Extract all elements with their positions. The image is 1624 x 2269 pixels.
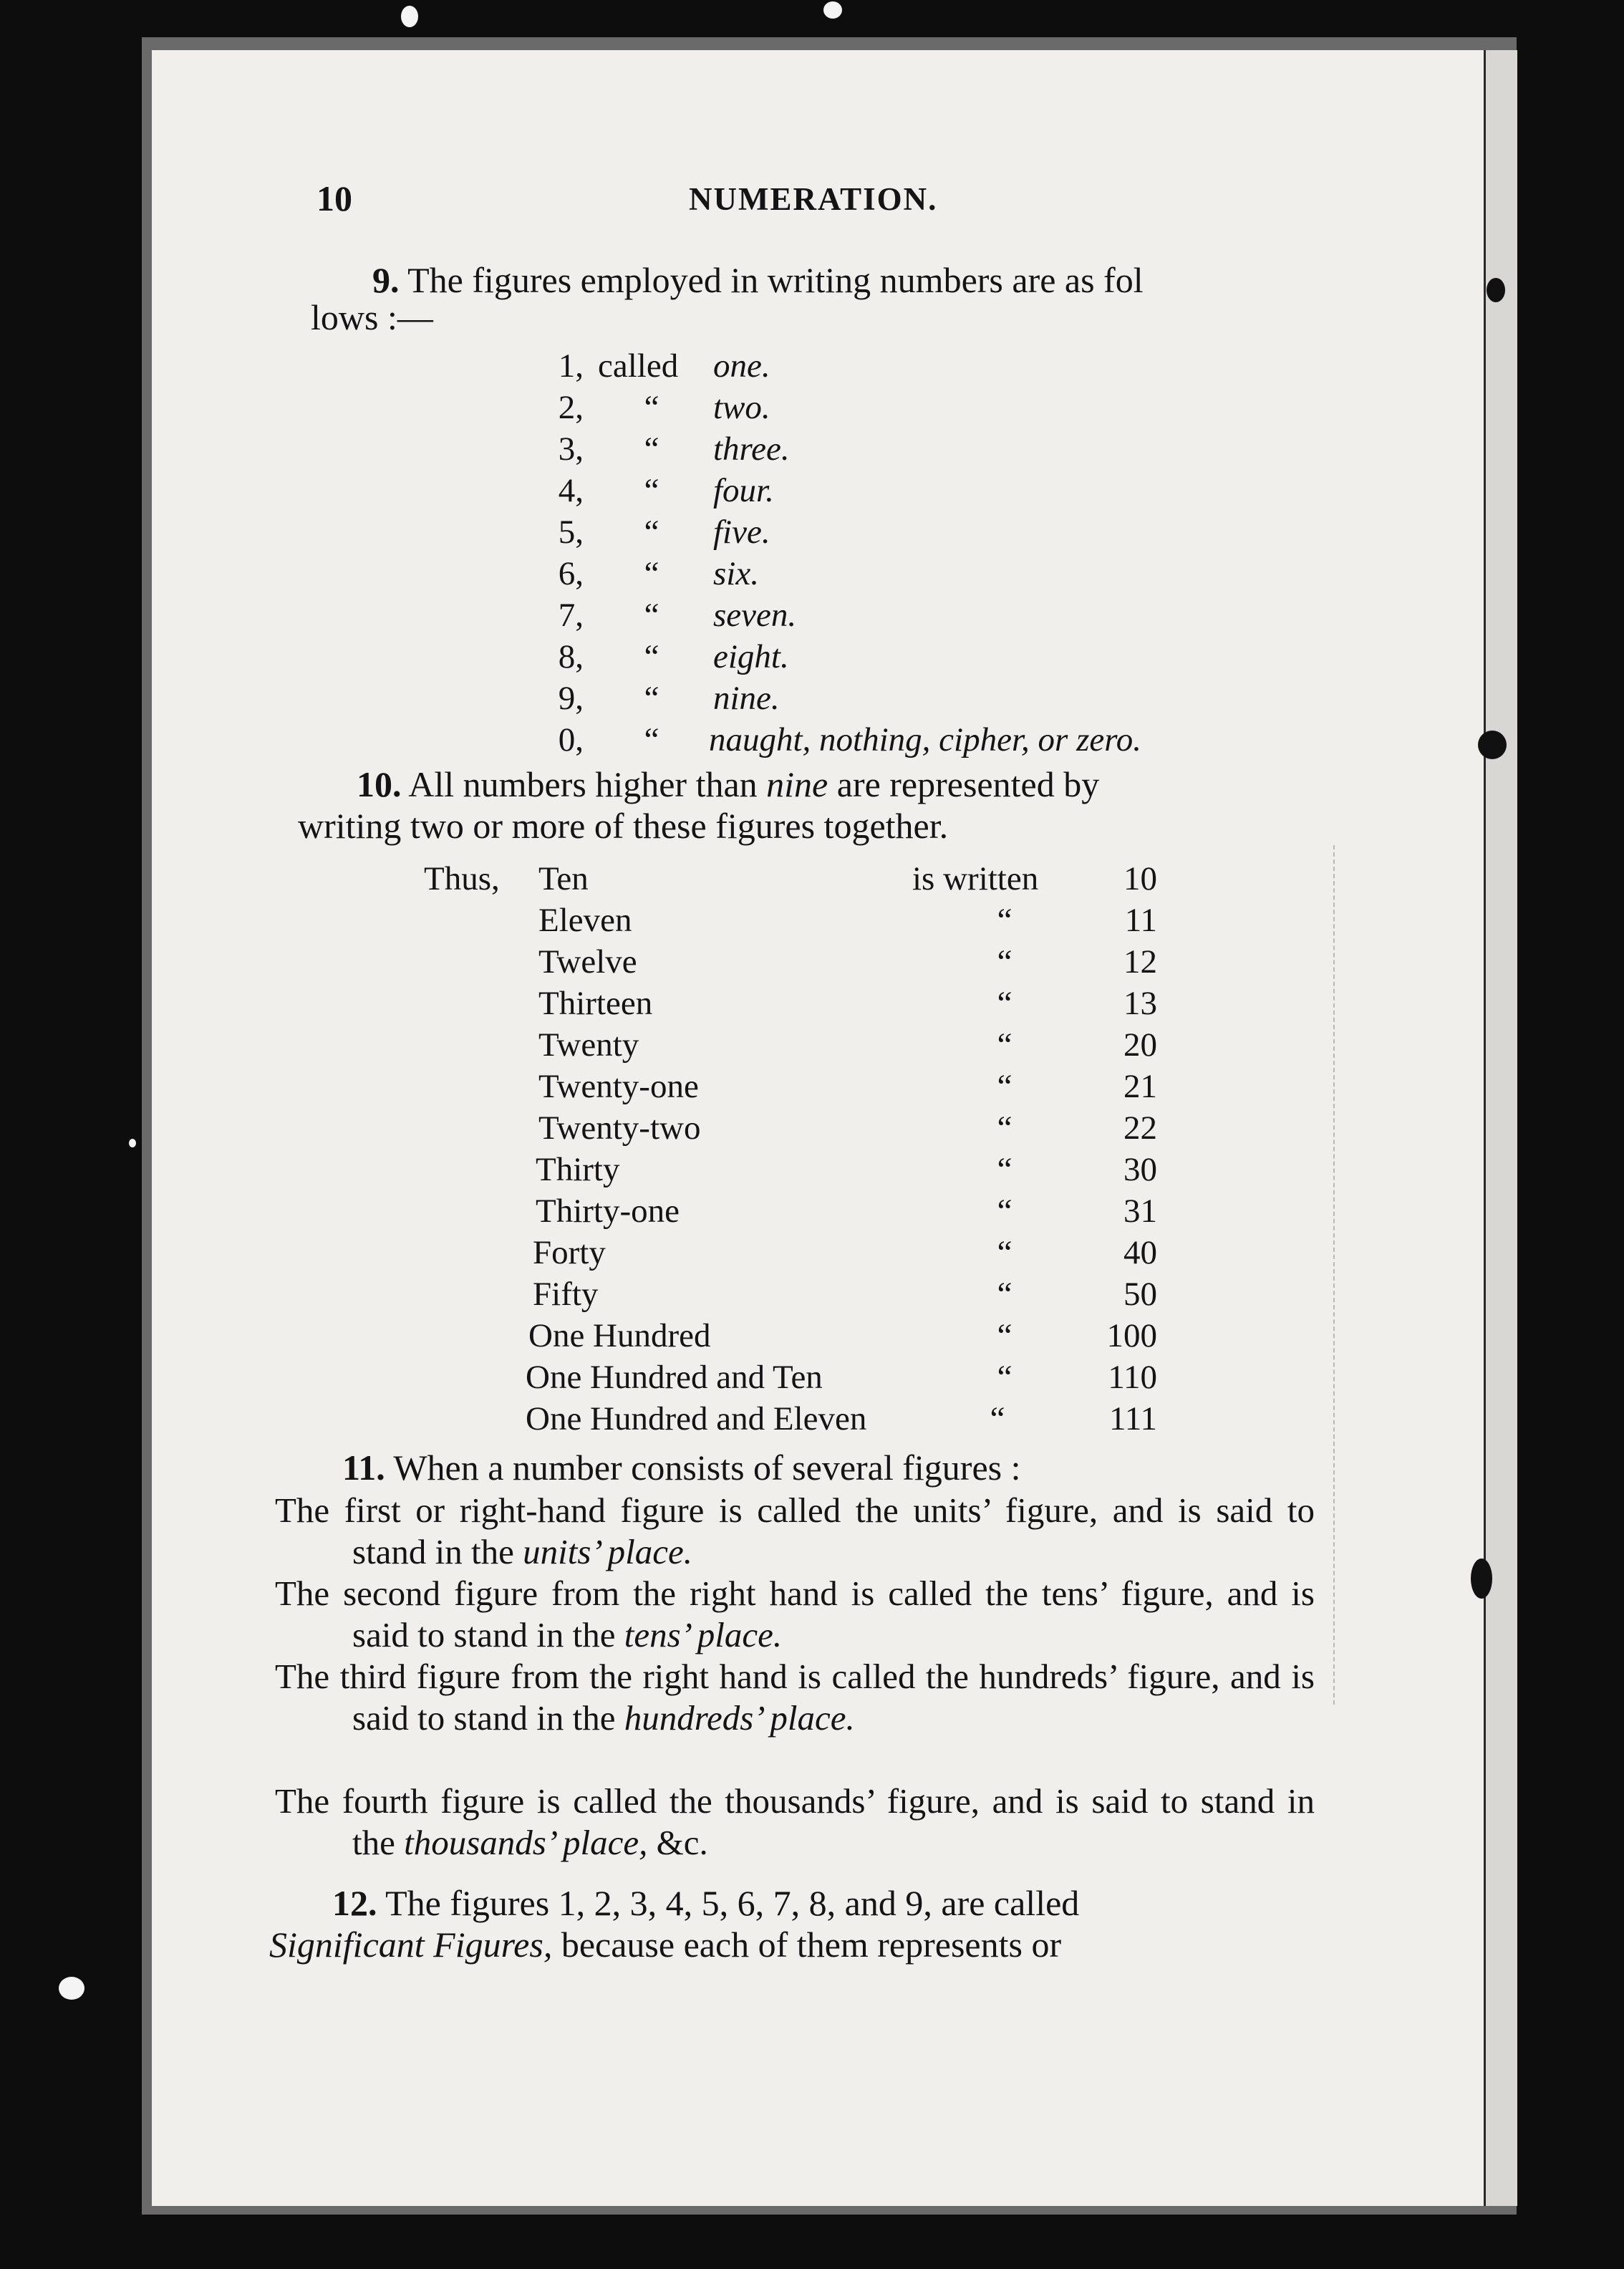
number-value: 21 — [1123, 1068, 1157, 1105]
thus-label: Thus, — [424, 860, 500, 897]
binding-mark — [1471, 1559, 1492, 1599]
section-12-number: 12. — [332, 1883, 377, 1923]
ditto-mark: “ — [997, 1109, 1012, 1147]
section-11-number: 11. — [342, 1447, 385, 1488]
etc-abbrev: &c. — [656, 1823, 708, 1862]
ditto-mark: “ — [997, 1359, 1012, 1396]
ditto-mark: “ — [997, 1068, 1012, 1105]
ditto-mark: “ — [644, 721, 659, 758]
ditto-mark: “ — [997, 1151, 1012, 1188]
ditto-mark: “ — [644, 389, 659, 426]
number-value: 12 — [1123, 943, 1157, 981]
section-9-line-1 — [372, 259, 1144, 301]
ditto-mark: “ — [997, 1234, 1012, 1271]
units-paragraph-text: The first or right-hand figure is called the units’ figure, and is said to stand in the — [275, 1490, 1315, 1571]
ditto-mark: “ — [644, 597, 659, 634]
number-name: Fifty — [533, 1276, 599, 1313]
section-10-line-1 — [357, 763, 1099, 805]
number-value: 111 — [1108, 1400, 1157, 1437]
number-name: Thirteen — [538, 985, 653, 1022]
figure-word: five. — [713, 514, 770, 551]
number-value: 30 — [1123, 1151, 1157, 1188]
section-10-line-2: writing two or more of these figures together. — [298, 806, 949, 846]
hundreds-paragraph-text: The third figure from the right hand is called the hundreds’ figure, and is said to stand in the — [275, 1657, 1315, 1738]
book-spine — [1484, 50, 1517, 2206]
ditto-mark: “ — [997, 1026, 1012, 1064]
figure-digit: 3, — [558, 430, 584, 468]
number-name: Twelve — [538, 943, 637, 981]
thousands-paragraph-text: The fourth figure is called the thousands’ figure, and is said to stand in the — [275, 1781, 1315, 1862]
significant-figures-term: Significant Figures, — [269, 1924, 553, 1965]
thousands-paragraph — [275, 1781, 1315, 1864]
ditto-mark: “ — [997, 943, 1012, 981]
hundreds-paragraph — [275, 1656, 1315, 1739]
number-value: 13 — [1123, 985, 1157, 1022]
dust-speck — [59, 1977, 84, 2000]
ditto-mark: “ — [997, 902, 1012, 939]
number-name: Twenty — [538, 1026, 639, 1064]
number-value: 20 — [1123, 1026, 1157, 1064]
figure-digit: 6, — [558, 555, 584, 592]
tens-place-term: tens’ place. — [624, 1615, 783, 1654]
section-10-text-b: nine — [766, 764, 828, 804]
ditto-mark: “ — [644, 680, 659, 717]
number-value: 40 — [1123, 1234, 1157, 1271]
figure-word: one. — [713, 347, 770, 385]
called-label: called — [598, 347, 679, 385]
figure-word: four. — [713, 472, 774, 509]
number-value: 11 — [1124, 902, 1157, 939]
ditto-mark: “ — [997, 985, 1012, 1022]
tens-paragraph — [275, 1573, 1315, 1656]
figure-word: naught, nothing, cipher, or zero. — [709, 721, 1142, 758]
section-9-number: 9. — [372, 260, 400, 300]
is-written-label: is written — [912, 860, 1039, 897]
number-name: Eleven — [538, 902, 632, 939]
figure-word: nine. — [713, 680, 780, 717]
number-name: Thirty — [536, 1151, 620, 1188]
number-name: Forty — [533, 1234, 606, 1271]
number-name: Thirty-one — [536, 1193, 680, 1230]
binding-mark — [1487, 278, 1505, 302]
number-value: 31 — [1123, 1193, 1157, 1230]
figure-word: three. — [713, 430, 790, 468]
number-name: Twenty-two — [538, 1109, 701, 1147]
section-10-text-a: All numbers higher than — [408, 764, 758, 804]
dust-speck — [129, 1139, 136, 1147]
figure-digit: 1, — [558, 347, 584, 385]
number-value: 110 — [1108, 1359, 1157, 1396]
number-name: Twenty-one — [538, 1068, 699, 1105]
units-place-term: units’ place. — [523, 1532, 692, 1571]
ditto-mark: “ — [644, 555, 659, 592]
ditto-mark: “ — [997, 1193, 1012, 1230]
section-9-line-2: lows :— — [311, 297, 433, 337]
units-paragraph — [275, 1490, 1315, 1573]
number-name: One Hundred and Eleven — [526, 1400, 867, 1437]
page-number: 10 — [316, 178, 352, 218]
ditto-mark: “ — [990, 1400, 1005, 1437]
ditto-mark: “ — [997, 1317, 1012, 1354]
number-name: One Hundred and Ten — [526, 1359, 823, 1396]
section-12-line-2 — [269, 1924, 1061, 1965]
figure-digit: 5, — [558, 514, 584, 551]
ditto-mark: “ — [644, 514, 659, 551]
tens-paragraph-text: The second figure from the right hand is called the tens’ figure, and is said to stand in the — [275, 1574, 1315, 1654]
hundreds-place-term: hundreds’ place. — [624, 1698, 855, 1738]
section-9-text: The figures employed in writing numbers are as fol — [407, 260, 1144, 300]
figure-digit: 4, — [558, 472, 584, 509]
binding-mark — [1478, 731, 1507, 759]
number-name: One Hundred — [528, 1317, 711, 1354]
dust-speck — [823, 1, 842, 19]
section-12-text-a: The figures 1, 2, 3, 4, 5, 6, 7, 8, and 9, are called — [385, 1883, 1080, 1923]
section-11-intro — [342, 1447, 1020, 1488]
figure-digit: 8, — [558, 638, 584, 675]
section-11-intro-text: When a number consists of several figures : — [393, 1447, 1021, 1488]
dust-speck — [401, 6, 418, 27]
running-title: NUMERATION. — [689, 181, 938, 217]
thousands-place-term: thousands’ place, — [404, 1823, 648, 1862]
show-through-shadow — [1318, 845, 1335, 1705]
number-name: Ten — [538, 860, 589, 897]
ditto-mark: “ — [997, 1276, 1012, 1313]
figure-digit: 0, — [558, 721, 584, 758]
section-12-line-1 — [332, 1882, 1079, 1924]
figure-digit: 9, — [558, 680, 584, 717]
section-10-text-c: are represented by — [836, 764, 1100, 804]
ditto-mark: “ — [644, 472, 659, 509]
figure-word: two. — [713, 389, 770, 426]
number-value: 22 — [1123, 1109, 1157, 1147]
figure-digit: 2, — [558, 389, 584, 426]
figure-word: six. — [713, 555, 759, 592]
section-12-text-c: because each of them represents or — [561, 1924, 1062, 1965]
figure-word: eight. — [713, 638, 789, 675]
ditto-mark: “ — [644, 638, 659, 675]
number-value: 100 — [1106, 1317, 1157, 1354]
number-value: 50 — [1123, 1276, 1157, 1313]
number-value: 10 — [1123, 860, 1157, 897]
figure-word: seven. — [713, 597, 797, 634]
section-10-number: 10. — [357, 764, 402, 804]
figure-digit: 7, — [558, 597, 584, 634]
ditto-mark: “ — [644, 430, 659, 468]
